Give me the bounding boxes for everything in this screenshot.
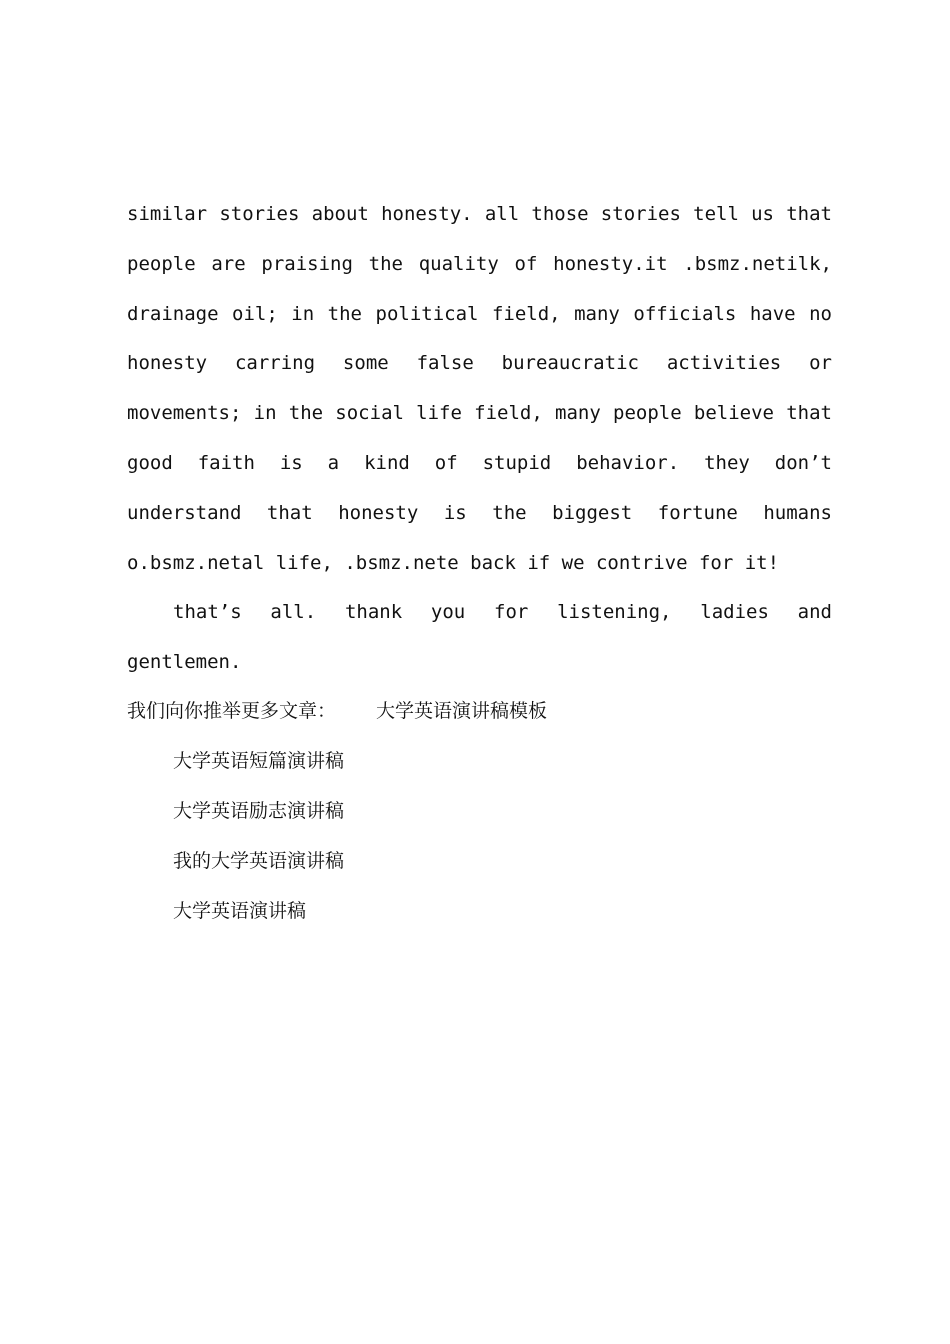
recommend-header-row (127, 686, 832, 736)
recommend-link[interactable]: 大学英语演讲稿模板 (376, 700, 548, 722)
recommended-articles (127, 686, 832, 936)
recommend-label: 我们向你推举更多文章： (127, 700, 337, 722)
recommend-link[interactable]: 大学英语短篇演讲稿 (173, 750, 345, 772)
speech-body (127, 190, 832, 688)
body-paragraph: similar stories about honesty. all those stories tell us that people are praising the quality of honesty.it .bsmz.netilk, drainage oil; in the political field, many officials have no honesty carring some false bureaucratic activities or movements; in the social life field, many people believe that good faith is a kind of stupid behavior. they don’t understand that honesty is the biggest fortune humans o.bsmz.netal life, .bsmz.nete back if we contrive for it! (127, 203, 832, 574)
recommend-link[interactable]: 我的大学英语演讲稿 (173, 850, 345, 872)
closing-paragraph: that’s all. thank you for listening, ladies and gentlemen. (127, 601, 832, 674)
recommend-link[interactable]: 大学英语演讲稿 (173, 900, 307, 922)
recommend-link[interactable]: 大学英语励志演讲稿 (173, 800, 345, 822)
